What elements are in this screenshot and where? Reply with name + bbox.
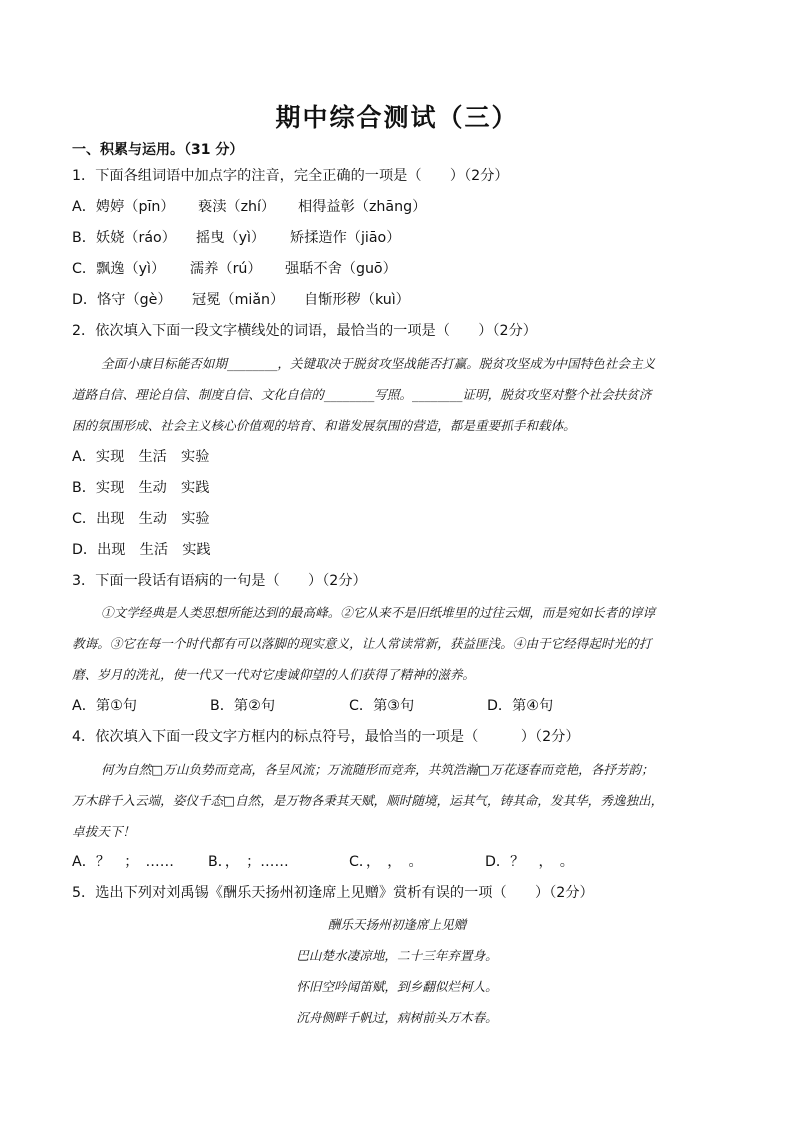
q1-option-a-1: A．娉婷（pīn）	[72, 199, 175, 215]
q2-passage-line: 困的氛围形成、社会主义核心价值观的培育、和谐发展氛围的营造，都是重要抓手和载体。	[72, 418, 576, 433]
q4-option-c: C．， ， 。	[349, 854, 423, 870]
poem-line: 巴山楚水凄凉地，二十三年弃置身。	[296, 948, 498, 963]
page-title: 期中综合测试（三）	[275, 103, 519, 132]
section-heading: 一、积累与运用。（31 分）	[72, 142, 244, 158]
question-2-stem: 2．依次填入下面一段文字横线处的词语，最恰当的一项是（ ）（2分）	[72, 323, 537, 339]
q3-option-d: D．第④句	[487, 698, 554, 714]
q2-passage-line: 道路自信、理论自信、制度自信、文化自信的________写照。________证明，脱贫攻坚对整个社会扶贫济	[72, 387, 652, 402]
poem-title: 酬乐天扬州初逢席上见赠	[327, 917, 467, 932]
q4-passage-line: 何为自然□万山负势而竞高，各呈风流；万流随形而竞奔，共筑浩瀚□万花逐春而竞艳，各抒芳韵；	[101, 762, 654, 777]
q1-option-a-3: 相得益彰（zhāng）	[298, 199, 427, 215]
q1-option-d-2: 冠冕（miǎn）	[192, 292, 285, 308]
question-5-stem: 5．选出下列对刘禹锡《酬乐天扬州初逢席上见赠》赏析有误的一项（ ）（2分）	[72, 885, 594, 901]
q1-option-c-3: 强聒不舍（guō）	[285, 261, 397, 277]
q1-option-d-3: 自惭形秽（kuì）	[304, 292, 410, 308]
q4-option-d: D．？ ， 。	[485, 854, 574, 870]
q1-option-b-3: 矫揉造作（jiāo）	[290, 230, 401, 246]
q3-option-b: B．第②句	[210, 698, 276, 714]
q2-option-c: C．出现 生动 实验	[72, 511, 210, 527]
question-3-stem: 3．下面一段话有语病的一句是（ ）（2分）	[72, 573, 367, 589]
q3-option-c: C．第③句	[349, 698, 415, 714]
q3-option-a: A．第①句	[72, 698, 137, 714]
q1-option-c-2: 濡养（rú）	[190, 261, 262, 277]
q4-passage-line: 万木辟千入云端，姿仪千态□自然，是万物各秉其天赋，顺时随境，运其气，铸其命，发其华，秀逸独出，	[72, 793, 664, 808]
q1-option-c-1: C．飘逸（yì）	[72, 261, 166, 277]
q3-passage-line: ①文学经典是人类思想所能达到的最高峰。②它从来不是旧纸堆里的过往云烟，而是宛如长者的谆谆	[101, 605, 656, 620]
q1-option-b-2: 摇曳（yì）	[196, 230, 266, 246]
question-4-stem: 4．依次填入下面一段文字方框内的标点符号，最恰当的一项是（ ）（2分）	[72, 729, 580, 745]
q1-option-a-2: 亵渎（zhí）	[198, 199, 276, 215]
q1-option-b-1: B．妖娆（ráo）	[72, 230, 176, 246]
poem-line: 沉舟侧畔千帆过，病树前头万木春。	[296, 1010, 498, 1025]
q4-option-a: A．？ ； ……	[72, 854, 174, 870]
q2-option-b: B．实现 生动 实践	[72, 480, 210, 496]
q2-option-d: D．出现 生活 实践	[72, 542, 211, 558]
q4-option-b: B．， ；……	[208, 854, 289, 870]
q3-passage-line: 磨、岁月的洗礼，使一代又一代对它虔诚仰望的人们获得了精神的滋养。	[72, 667, 475, 682]
q1-option-d-1: D．恪守（gè）	[72, 292, 172, 308]
q3-passage-line: 教诲。③它在每一个时代都有可以落脚的现实意义，让人常读常新，获益匪浅。④由于它经得起时光的打	[72, 636, 652, 651]
poem-line: 怀旧空吟闻笛赋，到乡翻似烂柯人。	[296, 979, 498, 994]
q2-option-a: A．实现 生活 实验	[72, 449, 210, 465]
q2-passage-line: 全面小康目标能否如期________，关键取决于脱贫攻坚战能否打赢。脱贫攻坚成为中国特色社会主义	[101, 356, 656, 371]
q4-passage-line: 卓拔天下！	[72, 824, 135, 839]
question-1-stem: 1．下面各组词语中加点字的注音，完全正确的一项是（ ）（2分）	[72, 168, 509, 184]
